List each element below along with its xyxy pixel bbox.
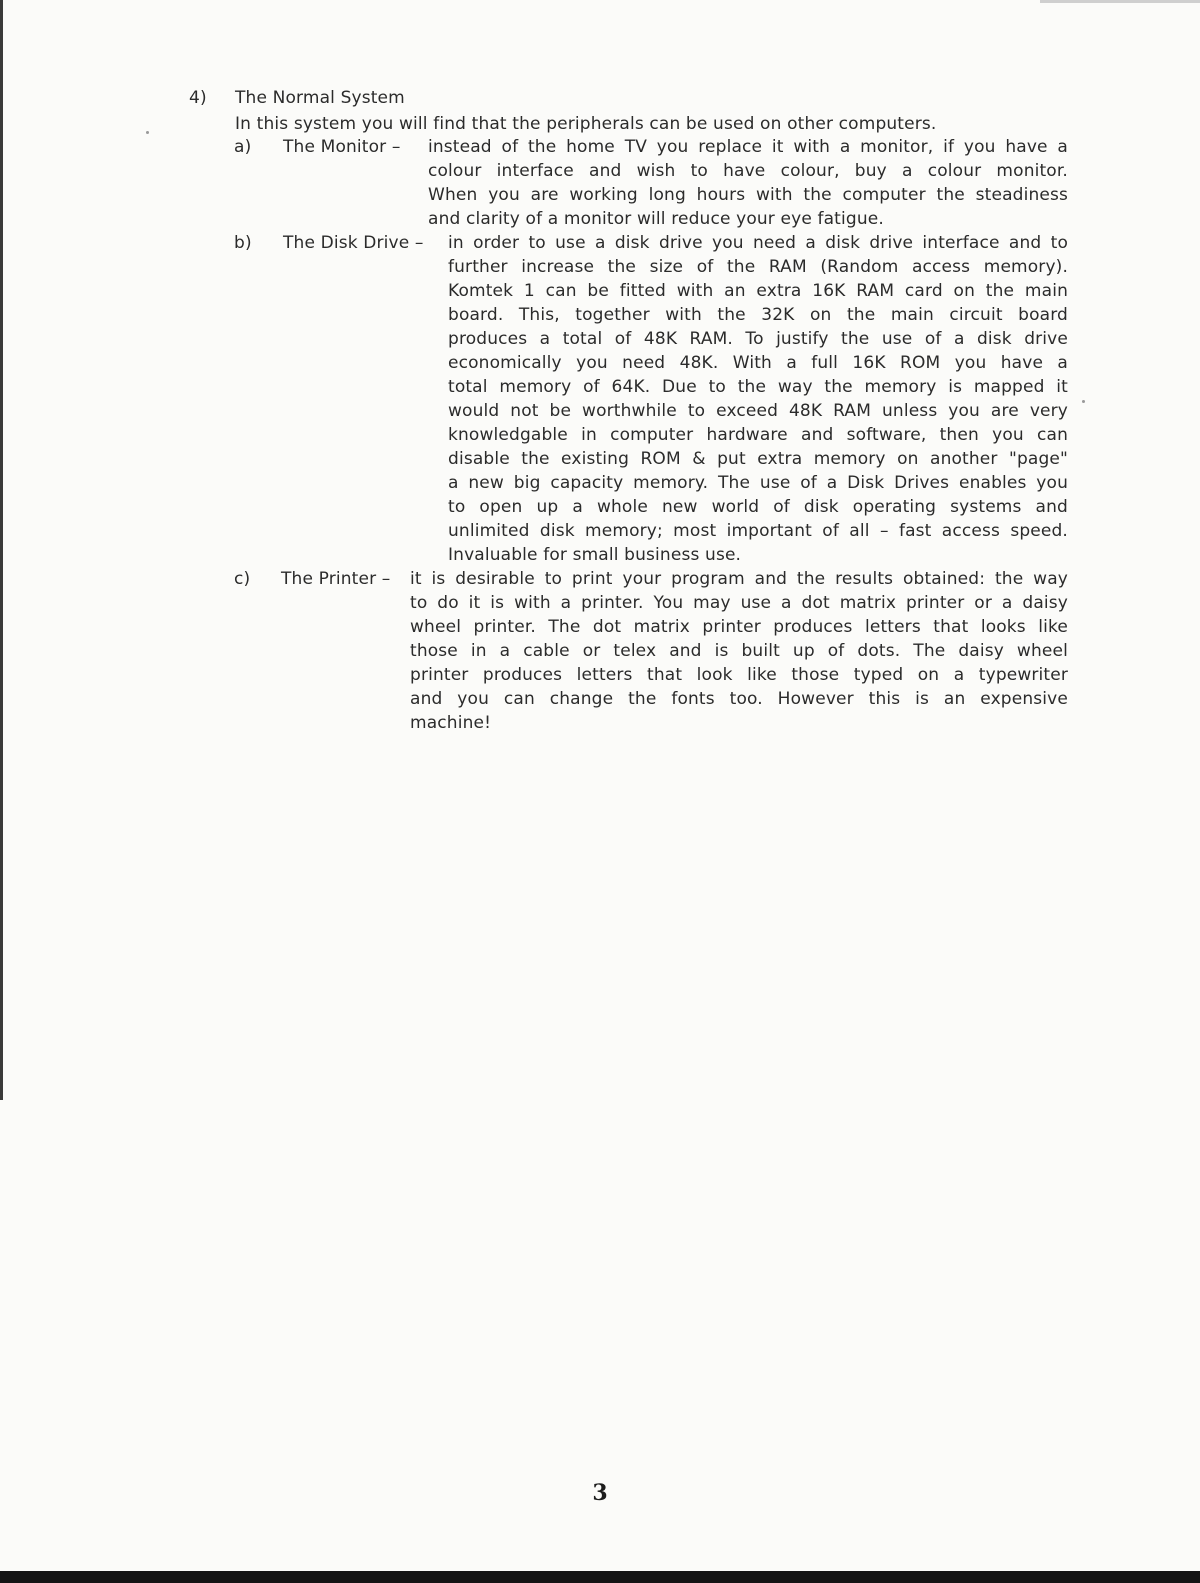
section-number: 4) bbox=[189, 88, 207, 108]
section-intro: In this system you will find that the peripherals can be used on other computers. bbox=[235, 114, 937, 134]
monitor-text-line: When you are working long hours with the computer the steadiness bbox=[428, 185, 1068, 205]
item-label-printer: c) bbox=[234, 569, 251, 589]
printer-text-line: to do it is with a printer. You may use a dot matrix printer or a daisy bbox=[410, 593, 1068, 613]
monitor-text-line: instead of the home TV you replace it with a monitor, if you have a bbox=[428, 137, 1068, 157]
item-heading-printer: The Printer – bbox=[281, 569, 391, 589]
disk-drive-text-line: knowledgable in computer hardware and software, then you can bbox=[448, 425, 1068, 445]
printer-text-line: machine! bbox=[410, 713, 492, 733]
item-heading-disk-drive: The Disk Drive – bbox=[283, 233, 424, 253]
item-label-disk-drive: b) bbox=[234, 233, 252, 253]
printer-text-line: it is desirable to print your program and the results obtained: the way bbox=[410, 569, 1068, 589]
printer-text-line: printer produces letters that look like those typed on a typewriter bbox=[410, 665, 1068, 685]
disk-drive-text-line: would not be worthwhile to exceed 48K RAM unless you are very bbox=[448, 401, 1068, 421]
disk-drive-text-line: Komtek 1 can be fitted with an extra 16K RAM card on the main bbox=[448, 281, 1068, 301]
monitor-text-line: and clarity of a monitor will reduce your eye fatigue. bbox=[428, 209, 884, 229]
disk-drive-text-line: total memory of 64K. Due to the way the memory is mapped it bbox=[448, 377, 1068, 397]
item-heading-monitor: The Monitor – bbox=[283, 137, 401, 157]
disk-drive-text-line: economically you need 48K. With a full 16K ROM you have a bbox=[448, 353, 1068, 373]
disk-drive-text-line: disable the existing ROM & put extra memory on another "page" bbox=[448, 449, 1068, 469]
disk-drive-text-line: to open up a whole new world of disk operating systems and bbox=[448, 497, 1068, 517]
disk-drive-text-line: produces a total of 48K RAM. To justify the use of a disk drive bbox=[448, 329, 1068, 349]
disk-drive-text-line: unlimited disk memory; most important of all – fast access speed. bbox=[448, 521, 1068, 541]
monitor-text-line: colour interface and wish to have colour, buy a colour monitor. bbox=[428, 161, 1068, 181]
disk-drive-text-line: Invaluable for small business use. bbox=[448, 545, 742, 565]
page-number: 3 bbox=[592, 1480, 608, 1506]
printer-text-line: and you can change the fonts too. However this is an expensive bbox=[410, 689, 1068, 709]
scan-speck bbox=[1082, 400, 1085, 403]
disk-drive-text-line: a new big capacity memory. The use of a Disk Drives enables you bbox=[448, 473, 1068, 493]
scan-left-edge bbox=[0, 0, 3, 1100]
section-title: The Normal System bbox=[235, 88, 405, 108]
disk-drive-text-line: board. This, together with the 32K on the main circuit board bbox=[448, 305, 1068, 325]
printer-text-line: wheel printer. The dot matrix printer produces letters that looks like bbox=[410, 617, 1068, 637]
scan-speck bbox=[146, 131, 149, 134]
scan-bottom-edge bbox=[0, 1571, 1200, 1583]
disk-drive-text-line: further increase the size of the RAM (Random access memory). bbox=[448, 257, 1068, 277]
disk-drive-text-line: in order to use a disk drive you need a disk drive interface and to bbox=[448, 233, 1068, 253]
scan-top-edge bbox=[1040, 0, 1200, 3]
item-label-monitor: a) bbox=[234, 137, 252, 157]
printer-text-line: those in a cable or telex and is built up of dots. The daisy wheel bbox=[410, 641, 1068, 661]
